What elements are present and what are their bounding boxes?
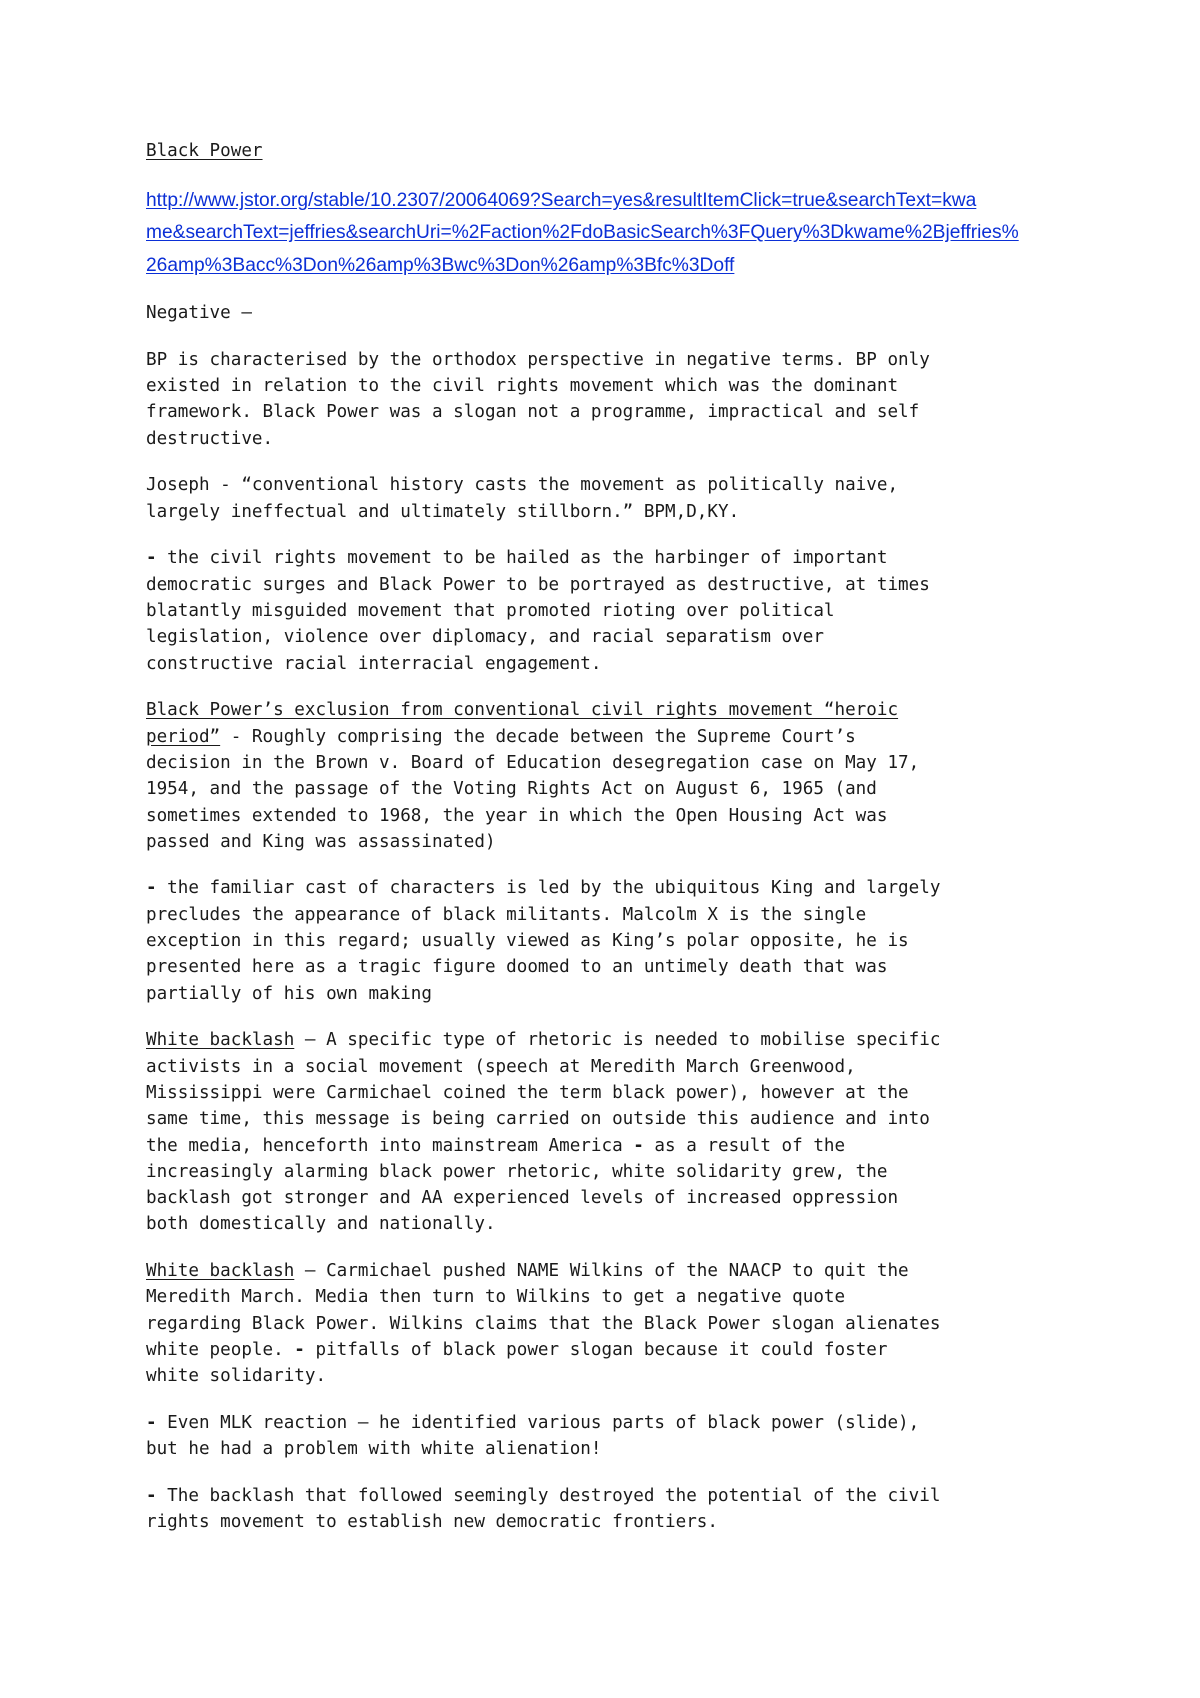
document-title xyxy=(146,138,1081,164)
paragraph-joseph-quote: Joseph - “conventional history casts the movement as politically naive, largely ineffectual and ultimately stillborn.” BPM,D,KY. xyxy=(146,475,899,522)
paragraph-orthodox: BP is characterised by the orthodox perspective in negative terms. BP only existed in relation to the civil rights movement which was the dominant framework. Black Power was a slogan not a programme, impractical and self destructive. xyxy=(146,349,930,449)
paragraph-white-backlash-1 xyxy=(146,1027,1081,1237)
paragraph-text: The backlash that followed seemingly destroyed the potential of the civil rights movement to establish new democratic frontiers. xyxy=(146,1485,941,1533)
paragraph-white-backlash-2 xyxy=(146,1258,1081,1389)
link-line-2[interactable]: me&searchText=jeffries&searchUri=%2Faction%2FdoBasicSearch%3FQuery%3Dkwame%2Bjeffries% xyxy=(146,222,1019,244)
paragraph-text: - Roughly comprising the decade between the Supreme Court’s decision in the Brown v. Board of Education desegregation case on May 17, 1954, and the passage of the Voting Rights Act on August 6, 1965 (and sometimes extended to 1968, the year in which the Open Housing Act was passed and King was assassinated) xyxy=(146,726,920,852)
paragraph-text-continued: pitfalls of black power slogan because it could foster white solidarity. xyxy=(146,1340,888,1387)
paragraph-familiar-cast xyxy=(146,875,1081,1006)
bullet-dash: - xyxy=(146,878,157,899)
paragraph-civil-rights-hailed xyxy=(146,545,1081,676)
paragraph-text-continued: as a result of the increasingly alarming black power rhetoric, white solidarity grew, the backlash got stronger and AA experienced levels of increased oppression both domestically and nationally. xyxy=(146,1135,899,1235)
paragraph-text: Even MLK reaction – he identified various parts of black power (slide), but he had a problem with white alienation! xyxy=(146,1413,920,1460)
paragraph-mlk-reaction xyxy=(146,1410,1081,1463)
underlined-heading: White backlash xyxy=(146,1030,295,1051)
paragraph-text: – A specific type of rhetoric is needed to mobilise specific activists in a social movement (speech at Meredith March Greenwood, Mississippi were Carmichael coined the term black power), however at the same time, this message is being carried on outside this audience and into the media, henceforth into mainstream America xyxy=(146,1030,941,1156)
paragraph-backlash-followed xyxy=(146,1483,1081,1536)
jstor-link[interactable] xyxy=(146,185,1081,283)
underlined-heading: White backlash xyxy=(146,1261,295,1282)
title-text: Black Power xyxy=(146,141,263,161)
underlined-heading: Black Power’s exclusion from conventional civil rights movement “heroic period” xyxy=(146,700,899,747)
paragraph-text: – Carmichael pushed NAME Wilkins of the NAACP to quit the Meredith March. Media then turn to Wilkins to get a negative quote regarding Black Power. Wilkins claims that the Black Power slogan alienates white people. xyxy=(146,1261,941,1361)
link-line-3[interactable]: 26amp%3Bacc%3Don%26amp%3Bwc%3Don%26amp%3Bfc%3Doff xyxy=(146,254,735,276)
heading-negative: Negative – xyxy=(146,303,252,324)
bullet-dash: - xyxy=(146,1413,157,1433)
paragraph-text: the familiar cast of characters is led by the ubiquitous King and largely precludes the appearance of black militants. Malcolm X is the single exception in this regard; usually viewed as King’s polar opposite, he is presented here as a tragic figure doomed to an untimely death that was partially of his own making xyxy=(146,878,941,1004)
document-page xyxy=(146,138,1081,1556)
bullet-dash: - xyxy=(146,548,157,569)
link-line-1[interactable]: http://www.jstor.org/stable/10.2307/20064069?Search=yes&resultItemClick=true&searchText=kwa xyxy=(146,189,977,211)
paragraph-heroic-period xyxy=(146,697,1081,855)
bullet-dash: - xyxy=(633,1135,644,1156)
bullet-dash: - xyxy=(146,1485,157,1506)
bullet-dash: - xyxy=(294,1340,305,1361)
paragraph-text: the civil rights movement to be hailed as the harbinger of important democratic surges and Black Power to be portrayed as destructive, at times blatantly misguided movement that promoted rioting over political legislation, violence over diplomacy, and racial separatism over constructive racial interracial engagement. xyxy=(146,548,930,674)
